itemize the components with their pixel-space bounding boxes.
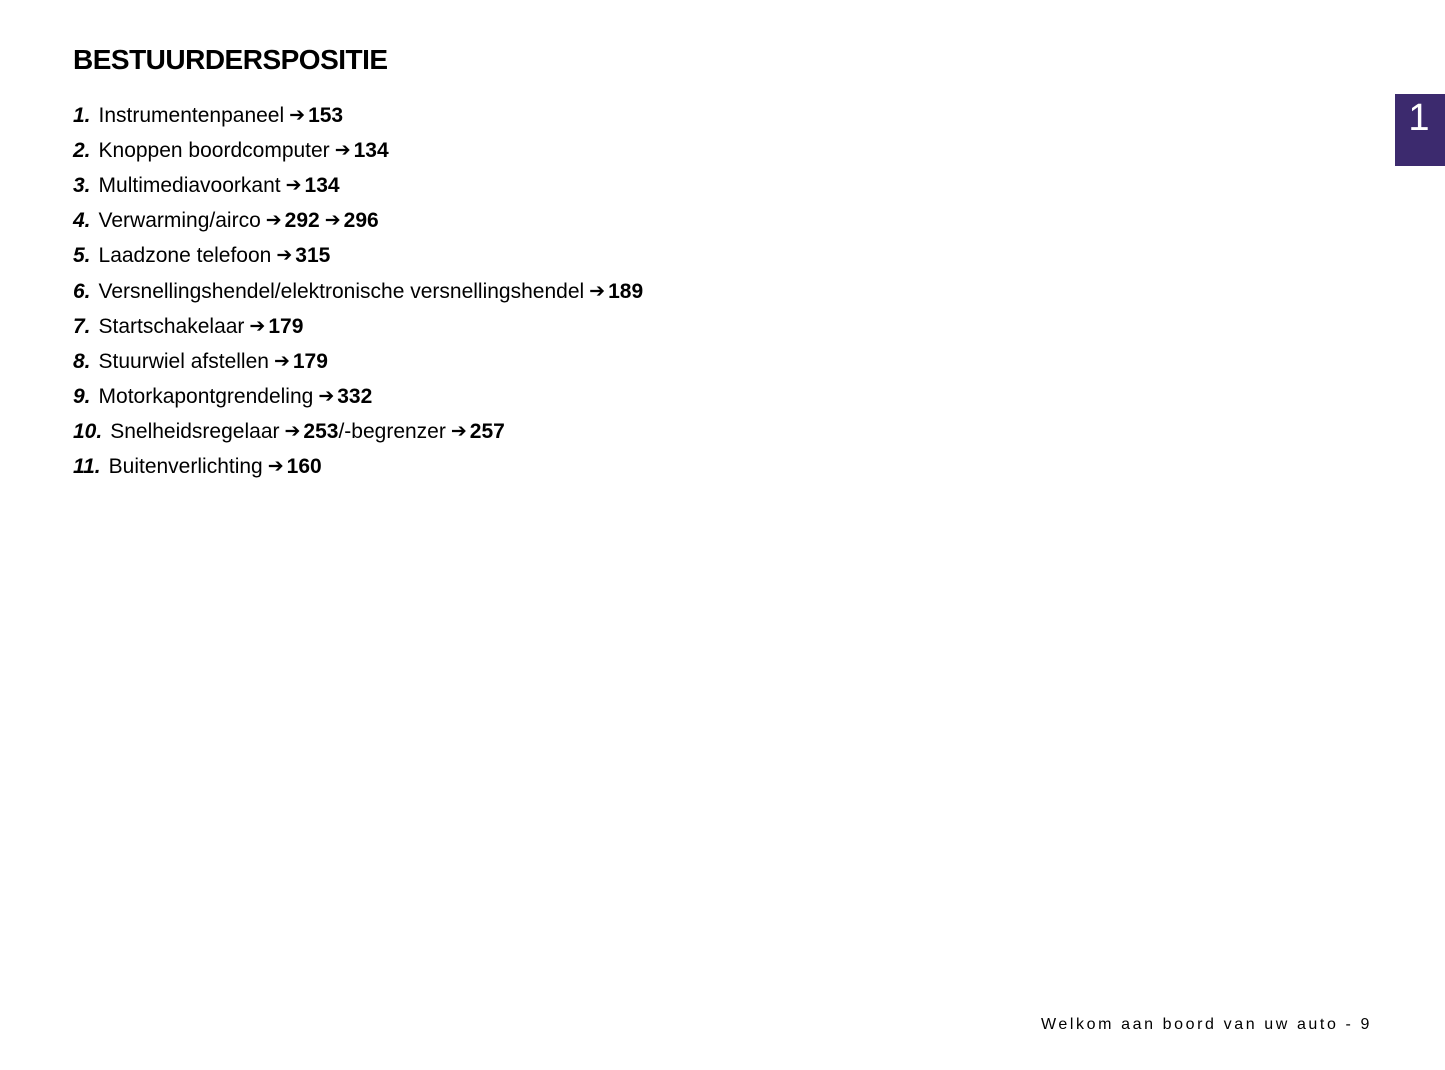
list-item xyxy=(73,203,643,238)
item-number: 1. xyxy=(73,104,91,128)
arrow-right-icon: ➔ xyxy=(334,140,351,162)
controls-list xyxy=(73,98,643,484)
page-reference-link[interactable]: 134 xyxy=(304,174,340,198)
arrow-right-icon: ➔ xyxy=(249,315,266,337)
arrow-right-icon: ➔ xyxy=(589,280,606,302)
list-item xyxy=(73,344,643,379)
item-label: Versnellingshendel/elektronische versnellingshendel xyxy=(98,279,585,303)
page-reference-link[interactable]: 134 xyxy=(353,139,389,163)
item-number: 5. xyxy=(73,244,91,268)
arrow-right-icon: ➔ xyxy=(267,455,284,477)
item-label: Motorkapontgrendeling xyxy=(98,384,314,408)
item-label: Buitenverlichting xyxy=(108,454,263,478)
item-label: Instrumentenpaneel xyxy=(98,104,285,128)
page-reference-link[interactable]: 179 xyxy=(268,314,304,338)
item-label: Snelheidsregelaar xyxy=(110,419,280,443)
item-number: 2. xyxy=(73,139,91,163)
list-item xyxy=(73,379,643,414)
item-number: 8. xyxy=(73,349,91,373)
page-reference-link[interactable]: 160 xyxy=(286,454,322,478)
item-number: 6. xyxy=(73,279,91,303)
item-number: 11. xyxy=(73,454,101,478)
list-item xyxy=(73,309,643,344)
item-label: Laadzone telefoon xyxy=(98,244,272,268)
page-title: BESTUURDERSPOSITIE xyxy=(73,44,388,75)
item-number: 9. xyxy=(73,384,91,408)
page-reference-link[interactable]: 292 xyxy=(284,209,320,233)
page-reference-link[interactable]: 296 xyxy=(343,209,379,233)
list-item xyxy=(73,449,643,484)
page-reference-link[interactable]: 315 xyxy=(295,244,331,268)
item-number: 10. xyxy=(73,419,103,443)
arrow-right-icon: ➔ xyxy=(276,245,293,267)
page-reference-link[interactable]: 189 xyxy=(608,279,644,303)
list-item xyxy=(73,168,643,203)
page-reference-link[interactable]: 253 xyxy=(303,419,339,443)
item-label: Verwarming/airco xyxy=(98,209,261,233)
item-label: /-begrenzer xyxy=(338,419,446,443)
item-label: Startschakelaar xyxy=(98,314,245,338)
item-label: Knoppen boordcomputer xyxy=(98,139,330,163)
item-label: Stuurwiel afstellen xyxy=(98,349,269,373)
arrow-right-icon: ➔ xyxy=(289,105,306,127)
page-reference-link[interactable]: 179 xyxy=(292,349,328,373)
list-item xyxy=(73,273,643,308)
page-reference-link[interactable]: 153 xyxy=(308,104,344,128)
page-reference-link[interactable]: 332 xyxy=(337,384,373,408)
item-number: 4. xyxy=(73,209,91,233)
arrow-right-icon: ➔ xyxy=(284,420,301,442)
list-item xyxy=(73,98,643,133)
item-number: 3. xyxy=(73,174,91,198)
arrow-right-icon: ➔ xyxy=(285,175,302,197)
item-label: Multimediavoorkant xyxy=(98,174,281,198)
chapter-tab[interactable]: 1 xyxy=(1395,94,1445,166)
arrow-right-icon: ➔ xyxy=(450,420,467,442)
page-footer: Welkom aan boord van uw auto - 9 xyxy=(1040,1016,1372,1033)
list-item xyxy=(73,238,643,273)
list-item xyxy=(73,414,643,449)
arrow-right-icon: ➔ xyxy=(324,210,341,232)
list-item xyxy=(73,133,643,168)
arrow-right-icon: ➔ xyxy=(318,385,335,407)
page-reference-link[interactable]: 257 xyxy=(469,419,505,443)
arrow-right-icon: ➔ xyxy=(273,350,290,372)
item-number: 7. xyxy=(73,314,91,338)
arrow-right-icon: ➔ xyxy=(265,210,282,232)
